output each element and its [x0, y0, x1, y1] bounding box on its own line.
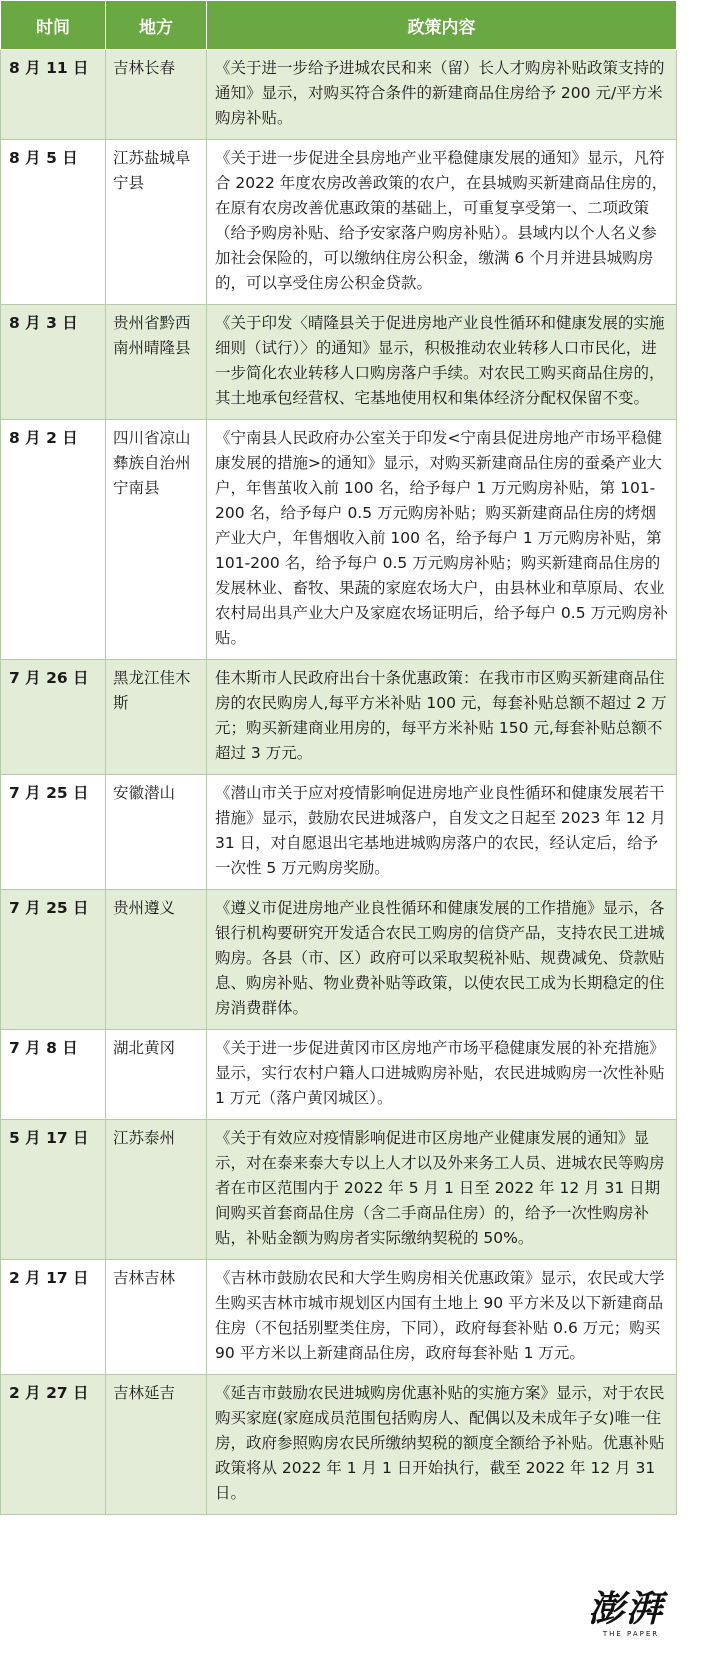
date-cell: 8 月 3 日 — [1, 305, 106, 420]
table-header-row — [1, 1, 677, 50]
place-cell: 黑龙江佳木斯 — [106, 660, 207, 775]
place-cell: 吉林延吉 — [106, 1375, 207, 1515]
logo-glyphs: 澎湃 — [588, 1588, 665, 1630]
table-row — [1, 775, 677, 890]
place-cell: 江苏盐城阜宁县 — [106, 140, 207, 305]
content-cell: 《延吉市鼓励农民进城购房优惠补贴的实施方案》显示，对于农民购买家庭(家庭成员范围包括购房人、配偶以及未成年子女)唯一住房，政府参照购房农民所缴纳契税的额度全额给予补贴。优惠补贴政策将从 2022 年 1 月 1 日开始执行，截至 2022 年 12 月 31 日。 — [207, 1375, 677, 1515]
content-cell: 《关于进一步促进黄冈市区房地产市场平稳健康发展的补充措施》显示，实行农村户籍人口进城购房补贴，农民进城购房一次性补贴 1 万元（落户黄冈城区）。 — [207, 1030, 677, 1120]
date-cell: 8 月 2 日 — [1, 420, 106, 660]
date-cell: 7 月 25 日 — [1, 775, 106, 890]
table-row — [1, 1120, 677, 1260]
content-cell: 《关于印发〈晴隆县关于促进房地产业良性循环和健康发展的实施细则（试行）〉的通知》显示，积极推动农业转移人口市民化，进一步简化农业转移人口购房落户手续。对农民工购买商品住房的，其土地承包经营权、宅基地使用权和集体经济分配权保留不变。 — [207, 305, 677, 420]
place-cell: 吉林吉林 — [106, 1260, 207, 1375]
table-row — [1, 1375, 677, 1515]
date-cell: 2 月 27 日 — [1, 1375, 106, 1515]
date-cell: 8 月 11 日 — [1, 50, 106, 140]
content-cell: 《关于有效应对疫情影响促进市区房地产业健康发展的通知》显示，对在泰来泰大专以上人才以及外来务工人员、进城农民等购房者在市区范围内于 2022 年 5 月 1 日至 2022 年 12 月 31 日期间购买首套商品住房（含二手商品住房）的，给予一次性购房补贴，补贴金额为购房者实际缴纳契税的 50%。 — [207, 1120, 677, 1260]
the-paper-logo — [588, 1588, 688, 1650]
header-date: 时间 — [1, 1, 106, 50]
date-cell: 7 月 8 日 — [1, 1030, 106, 1120]
table-row — [1, 890, 677, 1030]
content-cell: 《遵义市促进房地产业良性循环和健康发展的工作措施》显示，各银行机构要研究开发适合农民工购房的信贷产品，支持农民工进城购房。各县（市、区）政府可以采取契税补贴、规费减免、贷款贴息、购房补贴、物业费补贴等政策，以使农民工成为长期稳定的住房消费群体。 — [207, 890, 677, 1030]
content-cell: 《关于进一步给予进城农民和来（留）长人才购房补贴政策支持的通知》显示，对购买符合条件的新建商品住房给予 200 元/平方米购房补贴。 — [207, 50, 677, 140]
place-cell: 安徽潜山 — [106, 775, 207, 890]
content-cell: 《关于进一步促进全县房地产业平稳健康发展的通知》显示，凡符合 2022 年度农房改善政策的农户，在县城购买新建商品住房的，在原有农房改善优惠政策的基础上，可重复享受第一、二项政策（给予购房补贴、给予安家落户购房补贴）。县域内以个人名义参加社会保险的，可以缴纳住房公积金，缴满 6 个月并进县城购房的，可以享受住房公积金贷款。 — [207, 140, 677, 305]
table-row — [1, 1260, 677, 1375]
date-cell: 2 月 17 日 — [1, 1260, 106, 1375]
logo-subtitle: THE PAPER — [602, 1630, 660, 1638]
date-cell: 8 月 5 日 — [1, 140, 106, 305]
date-cell: 7 月 25 日 — [1, 890, 106, 1030]
date-cell: 7 月 26 日 — [1, 660, 106, 775]
content-cell: 《吉林市鼓励农民和大学生购房相关优惠政策》显示，农民或大学生购买吉林市城市规划区内国有土地上 90 平方米及以下新建商品住房（不包括别墅类住房，下同），政府每套补贴 0.6 万元；购买 90 平方米以上新建商品住房，政府每套补贴 1 万元。 — [207, 1260, 677, 1375]
table-row — [1, 140, 677, 305]
header-place: 地方 — [106, 1, 207, 50]
table-row — [1, 660, 677, 775]
place-cell: 江苏泰州 — [106, 1120, 207, 1260]
date-cell: 5 月 17 日 — [1, 1120, 106, 1260]
table-row — [1, 420, 677, 660]
content-cell: 佳木斯市人民政府出台十条优惠政策：在我市市区购买新建商品住房的农民购房人,每平方米补贴 100 元，每套补贴总额不超过 2 万元；购买新建商业用房的，每平方米补贴 150 元,每套补贴总额不超过 3 万元。 — [207, 660, 677, 775]
place-cell: 贵州遵义 — [106, 890, 207, 1030]
place-cell: 贵州省黔西南州晴隆县 — [106, 305, 207, 420]
place-cell: 吉林长春 — [106, 50, 207, 140]
content-cell: 《宁南县人民政府办公室关于印发<宁南县促进房地产市场平稳健康发展的措施>的通知》显示，对购买新建商品住房的蚕桑产业大户，年售茧收入前 100 名，给予每户 1 万元购房补贴，第 101-200 名，给予每户 0.5 万元购房补贴；购买新建商品住房的烤烟产业大户，年售烟收入前 100 名，给予每户 1 万元购房补贴，第 101-200 名，给予每户 0.5 万元购房补贴；购买新建商品住房的发展林业、畜牧、果蔬的家庭农场大户，由县林业和草原局、农业农村局出具产业大户及家庭农场证明后，给予每户 0.5 万元购房补贴。 — [207, 420, 677, 660]
content-cell: 《潜山市关于应对疫情影响促进房地产业良性循环和健康发展若干措施》显示，鼓励农民进城落户，自发文之日起至 2023 年 12 月 31 日，对自愿退出宅基地进城购房落户的农民，经认定后，给予一次性 5 万元购房奖励。 — [207, 775, 677, 890]
table-row — [1, 305, 677, 420]
place-cell: 湖北黄冈 — [106, 1030, 207, 1120]
table-row — [1, 1030, 677, 1120]
place-cell: 四川省凉山彝族自治州宁南县 — [106, 420, 207, 660]
header-content: 政策内容 — [207, 1, 677, 50]
table-row — [1, 50, 677, 140]
